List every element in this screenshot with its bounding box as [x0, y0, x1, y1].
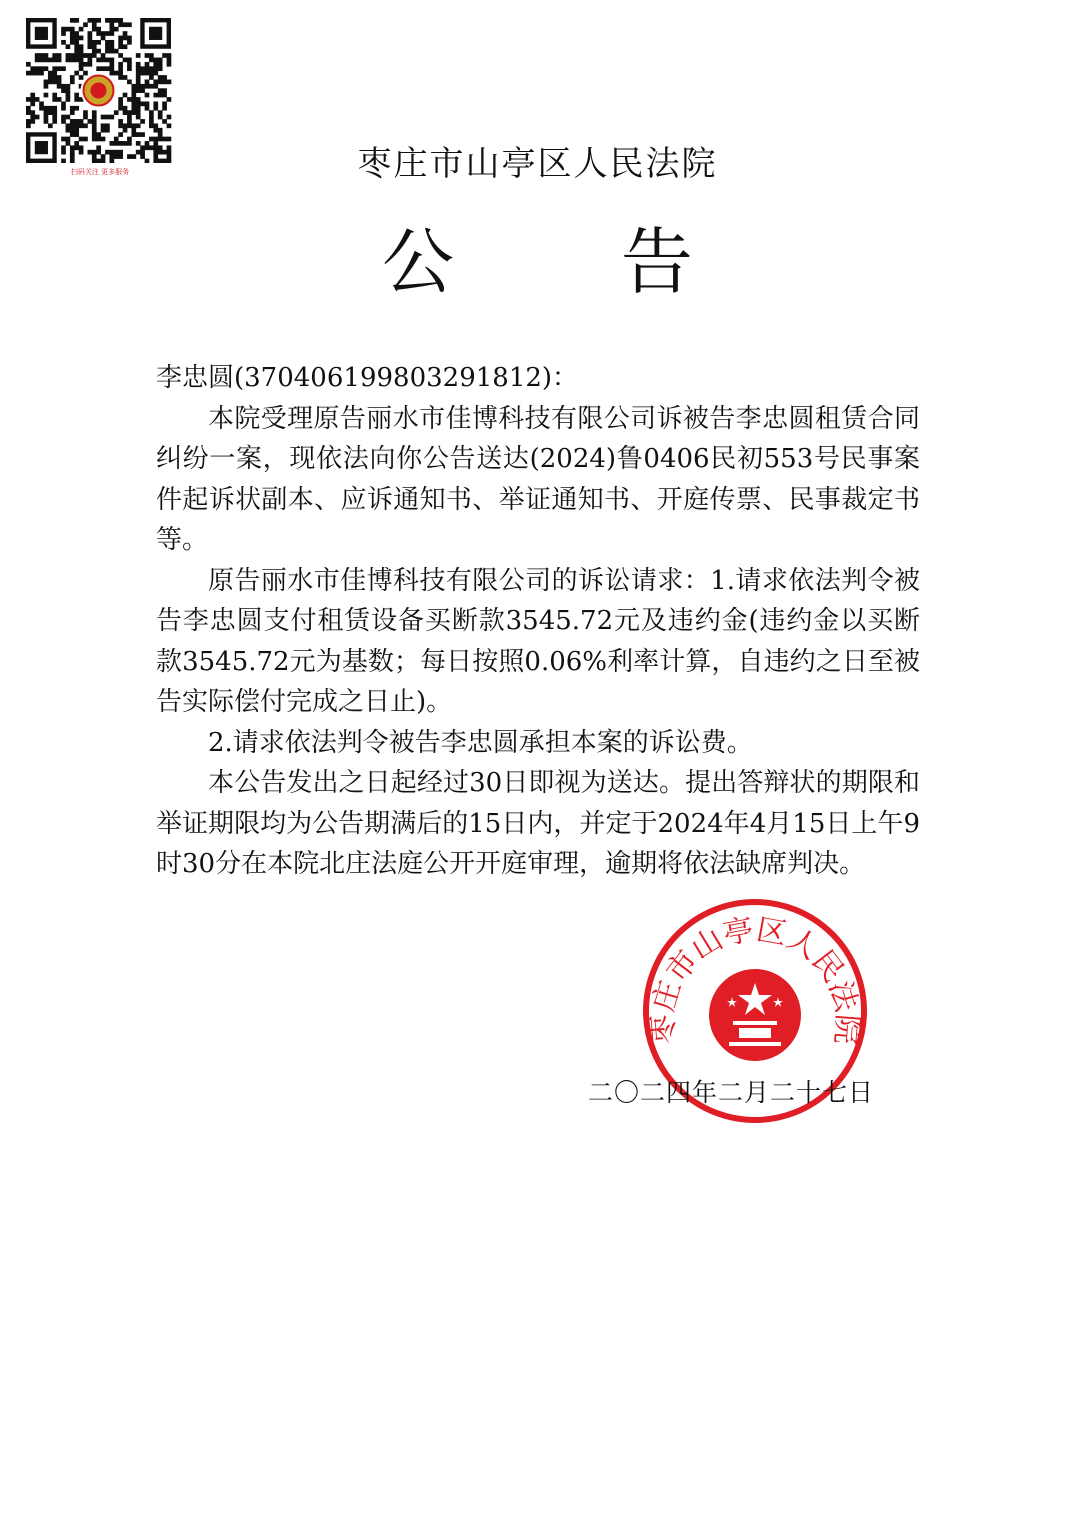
court-name: 枣庄市山亭区人民法院: [357, 144, 718, 184]
qr-caption: 扫码关注 更多服务: [70, 168, 130, 176]
seal-text: 枣庄市山亭区人民法院: [645, 912, 865, 1046]
document-title: 公 告: [382, 220, 765, 304]
notice-body: [156, 358, 920, 885]
paragraph-claim-2: 2.请求依法判令被告李忠圆承担本案的诉讼费。: [208, 727, 753, 758]
addressee: 李忠圆(370406199803291812)：: [156, 363, 579, 393]
national-emblem-icon: [709, 969, 801, 1061]
paragraph-hearing: 本公告发出之日起经过30日即视为送达。提出答辩状的期限和举证期限均为公告期满后的15日内，并定于2024年4月15日上午9时30分在本院北庄法庭公开开庭审理，逾期将依法缺席判决。: [156, 768, 920, 879]
paragraph-claim-1: 原告丽水市佳博科技有限公司的诉讼请求：1.请求依法判令被告李忠圆支付租赁设备买断款3545.72元及违约金(违约金以买断款3545.72元为基数；每日按照0.06%利率计算，自违约之日至被告实际偿付完成之日止)。: [156, 565, 920, 717]
court-emblem-icon: [81, 73, 117, 109]
issue-date: 二〇二四年二月二十七日: [588, 1078, 875, 1107]
paragraph-service: 本院受理原告丽水市佳博科技有限公司诉被告李忠圆租赁合同纠纷一案，现依法向你公告送达(2024)鲁0406民初553号民事案件起诉状副本、应诉通知书、举证通知书、开庭传票、民事裁定书等。: [156, 403, 920, 555]
